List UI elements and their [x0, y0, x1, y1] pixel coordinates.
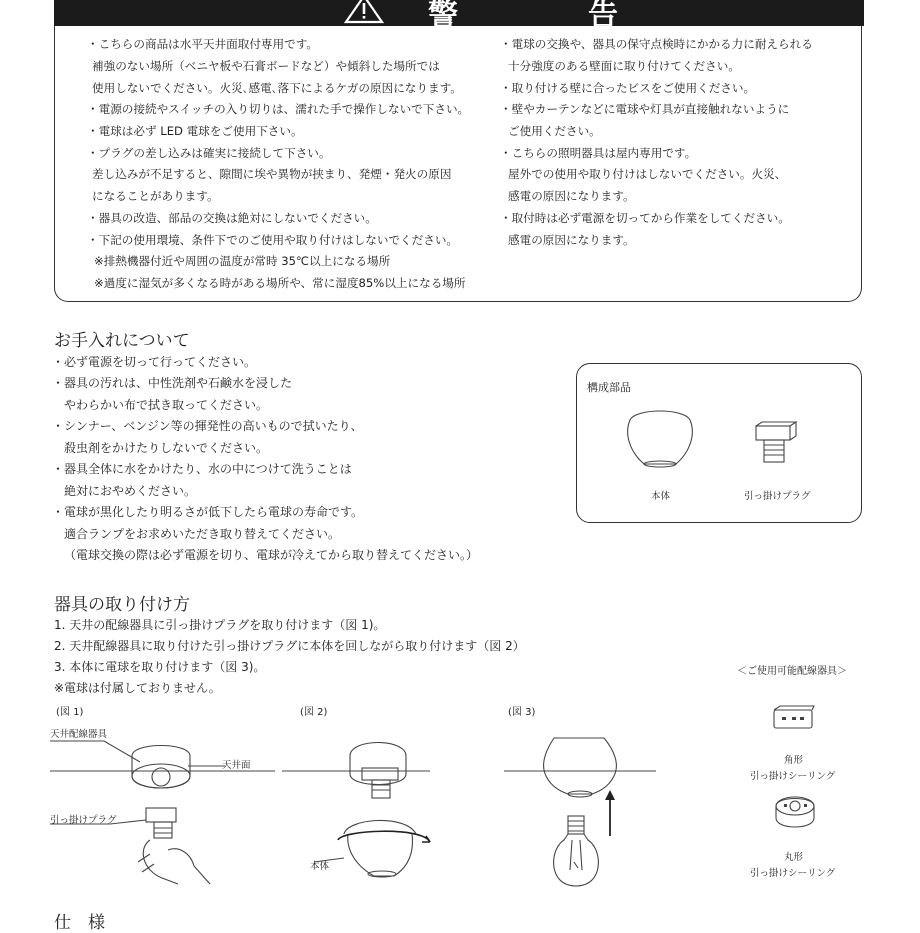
- warning-line: 使用しないでください。火災､感電､落下によるケガの原因になります。: [92, 81, 462, 95]
- warning-line: ・電球は必ず LED 電球をご使用下さい。: [87, 124, 303, 138]
- care-line: 殺虫剤をかけたりしないでください。: [64, 441, 269, 455]
- install-step: ※電球は付属しておりません。: [54, 681, 221, 695]
- warning-line: 十分強度のある壁面に取り付けてください。: [508, 59, 740, 73]
- warning-line: ・こちらの照明器具は屋内専用です。: [500, 146, 697, 160]
- warning-line: になることがあります。: [92, 189, 219, 203]
- warning-line: 差し込みが不足すると、隙間に埃や異物が挟まり、発煙・発火の原因: [92, 167, 452, 181]
- install-step: 2. 天井配線器具に取り付けた引っ掛けプラグに本体を回しながら取り付けます（図 2）: [54, 639, 525, 653]
- warning-line: ・取付時は必ず電源を切ってから作業をしてください。: [500, 211, 790, 225]
- fig1-plug-label: 引っ掛けプラグ: [50, 815, 117, 826]
- parts-title: 構成部品: [587, 381, 631, 394]
- hook-plug-illustration: [752, 422, 796, 470]
- square-ceiling-fixture-illustration: [772, 704, 816, 734]
- warning-line: ・壁やカーテンなどに電球や灯具が直接触れないように: [500, 102, 790, 116]
- lamp-shade-illustration: [620, 404, 700, 468]
- install-step: 3. 本体に電球を取り付けます（図 3)。: [54, 660, 266, 674]
- warning-line: 補強のない場所（ベニヤ板や石膏ボードなど）や傾斜した場所では: [92, 59, 440, 73]
- care-line: ・電球が黒化したり明るさが低下したら電球の寿命です。: [52, 505, 364, 519]
- fig3-illustration: [504, 730, 664, 900]
- care-line: （電球交換の際は必ず電源を切り、電球が冷えてから取り替えてください。）: [64, 548, 479, 562]
- square-fixture-label-2: 引っ掛けシーリング: [750, 771, 836, 782]
- install-step: 1. 天井の配線器具に引っ掛けプラグを取り付けます（図 1)。: [54, 618, 386, 632]
- warning-title: 警 告: [428, 0, 668, 33]
- warning-line: ・こちらの商品は水平天井面取付専用です。: [87, 37, 318, 51]
- parts-plug-label: 引っ掛けプラグ: [744, 491, 811, 502]
- warning-line: ・電球の交換や、器具の保守点検時にかかる力に耐えられる: [500, 37, 813, 51]
- fig1-fixture-label: 天井配線器具: [50, 729, 108, 740]
- round-ceiling-fixture-illustration: [774, 794, 818, 834]
- fig3-label: (図 3): [508, 707, 536, 718]
- warning-line: ・電源の接続やスイッチの入り切りは、濡れた手で操作しないで下さい。: [87, 102, 470, 116]
- warning-line: ※過度に湿気が多くなる時がある場所や、常に湿度85%以上になる場所: [94, 276, 466, 290]
- warning-line: ・プラグの差し込みは確実に接続して下さい。: [87, 146, 331, 160]
- warning-line: ・取り付ける壁に合ったビスをご使用ください。: [500, 81, 756, 95]
- warning-line: ※排熱機器付近や周囲の温度が常時 35℃以上になる場所: [94, 254, 391, 268]
- care-line: やわらかい布で拭き取ってください。: [64, 398, 269, 412]
- fig2-body-label: 本体: [310, 861, 330, 872]
- warning-line: ご使用ください。: [508, 124, 601, 138]
- round-fixture-label-1: 丸形: [784, 852, 804, 863]
- fig1-illustration: [50, 730, 290, 890]
- care-line: 絶対におやめください。: [64, 484, 197, 498]
- warning-line: 屋外での使用や取り付けはしないでください。火災、: [508, 167, 787, 181]
- compatible-title: ＜ご使用可能配線器具＞: [737, 666, 847, 677]
- care-line: ・シンナー、ベンジン等の揮発性の高いもので拭いたり、: [52, 419, 363, 433]
- warning-line: 感電の原因になります。: [508, 233, 635, 247]
- fig2-illustration: [282, 730, 432, 880]
- care-line: ・必ず電源を切って行ってください。: [52, 355, 257, 369]
- warning-line: 感電の原因になります。: [508, 189, 635, 203]
- fig2-label: (図 2): [300, 707, 328, 718]
- care-line: 適合ランプをお求めいただき取り替えてください。: [64, 527, 341, 541]
- square-fixture-label-1: 角形: [784, 755, 804, 766]
- care-heading: お手入れについて: [54, 331, 190, 351]
- install-heading: 器具の取り付け方: [54, 595, 190, 615]
- fig1-ceiling-label: 天井面: [222, 760, 251, 771]
- parts-body-label: 本体: [651, 491, 671, 502]
- care-line: ・器具全体に水をかけたり、水の中につけて洗うことは: [52, 462, 352, 476]
- warning-line: ・器具の改造、部品の交換は絶対にしないでください。: [87, 211, 377, 225]
- warning-line: ・下記の使用環境、条件下でのご使用や取り付けはしないでください。: [87, 233, 459, 247]
- spec-heading-partial: 仕 様: [54, 913, 105, 933]
- round-fixture-label-2: 引っ掛けシーリング: [750, 868, 836, 879]
- care-line: ・器具の汚れは、中性洗剤や石鹸水を浸した: [52, 376, 293, 390]
- warning-triangle-icon: [344, 0, 384, 24]
- fig1-label: (図 1): [56, 707, 84, 718]
